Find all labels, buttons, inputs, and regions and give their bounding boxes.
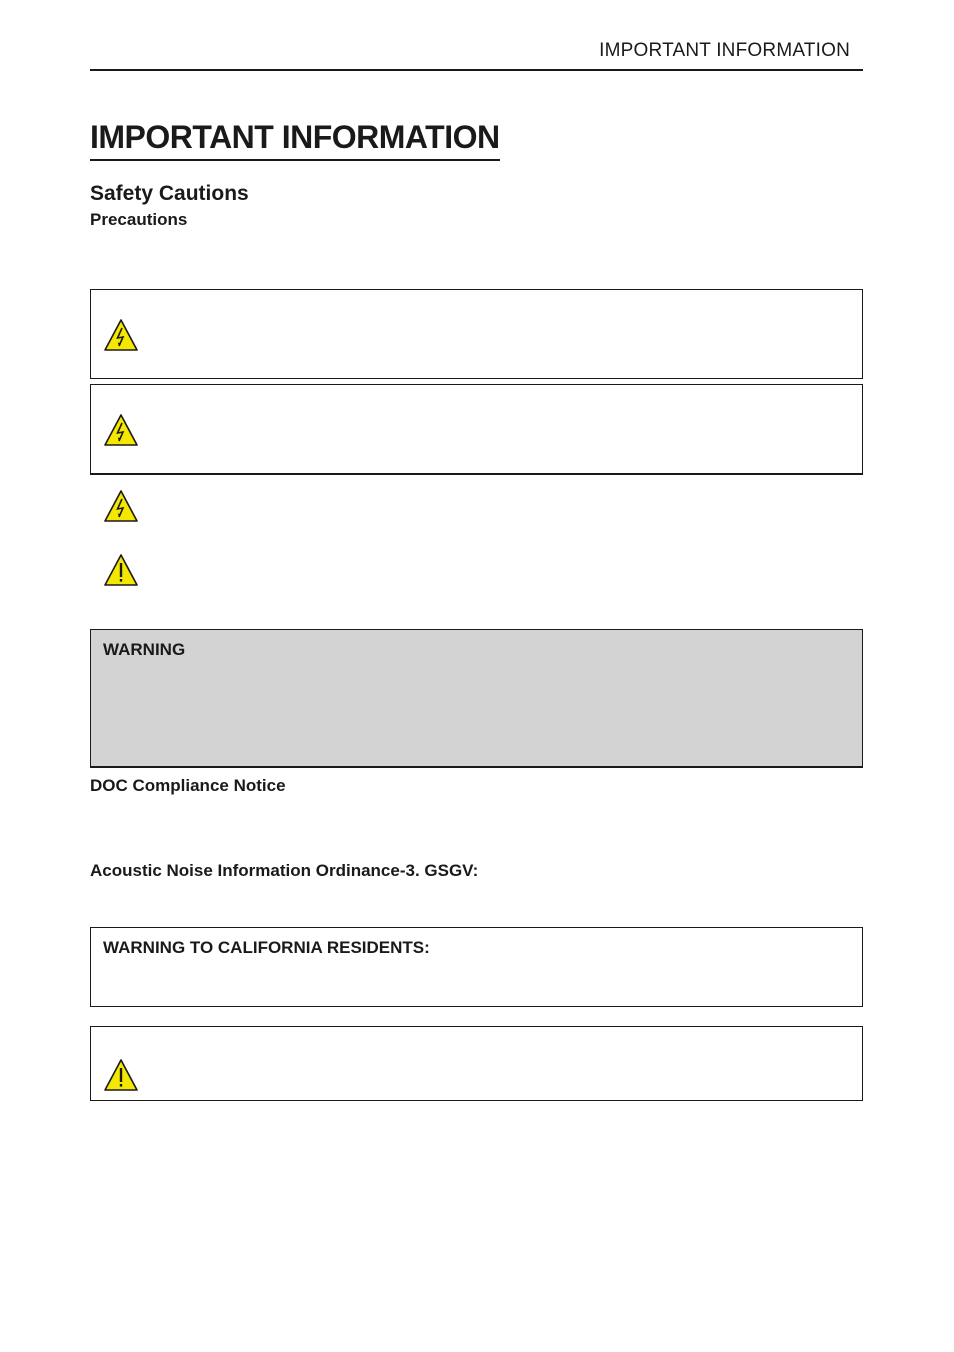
caution-box-electric-1	[90, 289, 863, 379]
section-title-safety-cautions: Safety Cautions	[90, 182, 249, 205]
lightning-warning-icon	[103, 318, 139, 352]
doc-compliance-heading: DOC Compliance Notice	[90, 776, 286, 795]
caution-box-general	[90, 1026, 863, 1101]
exclamation-warning-icon	[103, 1058, 139, 1092]
header-rule	[90, 69, 863, 71]
lightning-warning-icon	[103, 489, 139, 523]
exclamation-warning-icon	[103, 553, 139, 587]
california-warning-box	[90, 927, 863, 1007]
california-warning-label: WARNING TO CALIFORNIA RESIDENTS:	[103, 938, 430, 957]
lightning-warning-icon	[103, 413, 139, 447]
warning-box-label: WARNING	[103, 640, 186, 659]
sub-heading-precautions: Precautions	[90, 210, 188, 229]
running-header: IMPORTANT INFORMATION	[599, 40, 850, 61]
acoustic-noise-heading: Acoustic Noise Information Ordinance-3. GSGV:	[90, 861, 479, 880]
page-title: IMPORTANT INFORMATION	[90, 119, 500, 161]
caution-box-electric-2	[90, 384, 863, 475]
warning-box	[90, 629, 863, 768]
